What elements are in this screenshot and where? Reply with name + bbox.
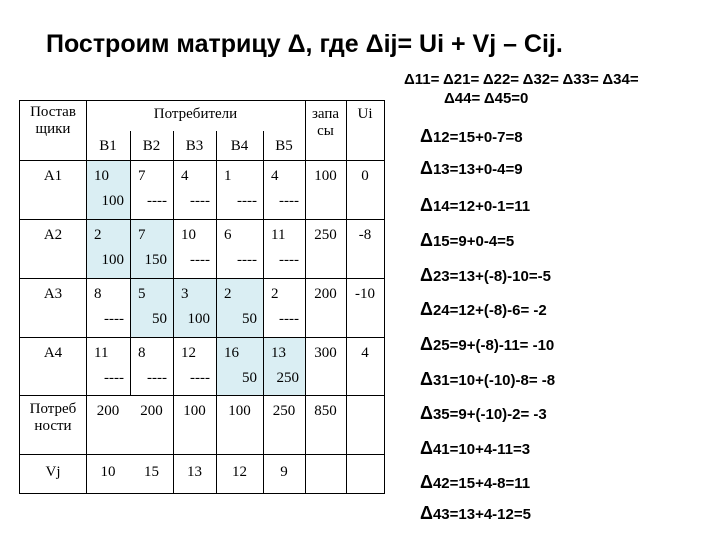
cell-stock: 250 [314, 227, 337, 243]
page-title: Построим матрицу Δ, где Δij= Ui + Vj – Cij. [46, 30, 563, 58]
needs-value: 100 [183, 403, 206, 419]
vj-value: 10 [100, 464, 116, 480]
delta-expression: =10+(-10)-8= -8 [449, 372, 556, 389]
cell-volume: ---- [190, 370, 210, 386]
cell-volume: 50 [242, 311, 257, 327]
delta-formula [420, 299, 547, 321]
vj-value: 13 [187, 464, 202, 480]
needs-value: 250 [272, 403, 296, 419]
delta-formula [420, 403, 547, 425]
delta-formula [420, 334, 554, 356]
delta-formula [420, 265, 551, 287]
cell-ui: 4 [361, 345, 369, 361]
cell-cost: 7 [138, 168, 146, 184]
cell-cost: 2 [271, 286, 279, 302]
cell-cost: 11 [271, 227, 286, 243]
delta-index: 12 [432, 129, 450, 146]
delta-symbol: Δ [420, 126, 433, 146]
delta-formula [420, 230, 514, 252]
cell-volume: 250 [276, 370, 299, 386]
cell-volume: ---- [147, 370, 167, 386]
row-label: A1 [43, 168, 63, 184]
zero-deltas [404, 70, 704, 108]
cell-ui: -10 [355, 286, 375, 302]
cell-ui: -8 [358, 227, 372, 243]
delta-index: 31 [432, 372, 450, 389]
cell-stock: 200 [314, 286, 337, 302]
cell-volume: ---- [104, 311, 124, 327]
cell-volume: ---- [279, 252, 299, 268]
vj-value: 15 [144, 464, 159, 480]
needs-value: 100 [228, 403, 251, 419]
cell-volume: 100 [101, 252, 124, 268]
delta-formula [420, 195, 530, 217]
cell-cost: 12 [181, 345, 196, 361]
cell-cost: 6 [224, 227, 232, 243]
cell-cost: 7 [138, 227, 146, 243]
delta-expression: =12+0-1=11 [449, 198, 531, 215]
delta-index: 43 [432, 506, 450, 523]
cell-stock: 100 [314, 168, 337, 184]
cell-ui: 0 [361, 168, 369, 184]
delta-formula [420, 158, 523, 180]
delta-index: 25 [432, 337, 450, 354]
cell-cost: 8 [138, 345, 146, 361]
delta-expression: =9+(-8)-11= -10 [449, 337, 555, 354]
cell-volume: ---- [190, 193, 210, 209]
delta-formula [420, 503, 531, 525]
delta-expression: =13+0-4=9 [449, 161, 523, 178]
cell-volume: ---- [104, 370, 124, 386]
cell-cost: 4 [181, 168, 189, 184]
cell-volume: ---- [237, 193, 257, 209]
cell-stock: 300 [314, 345, 337, 361]
col-header-2: B2 [142, 138, 161, 154]
cell-volume: ---- [147, 193, 167, 209]
cell-volume: ---- [279, 311, 299, 327]
delta-symbol: Δ [420, 369, 433, 389]
delta-formula [420, 126, 523, 148]
delta-expression: =15+0-7=8 [449, 129, 523, 146]
header-consumers: Потребители [153, 106, 238, 122]
delta-expression: =12+(-8)-6= -2 [449, 302, 547, 319]
delta-expression: =13+4-12=5 [449, 506, 531, 523]
col-header-5: B5 [275, 138, 293, 154]
delta-symbol: Δ [420, 334, 433, 354]
delta-symbol: Δ [420, 403, 433, 423]
delta-expression: =9+(-10)-2= -3 [449, 406, 547, 423]
vj-value: 12 [232, 464, 247, 480]
delta-index: 23 [432, 268, 450, 285]
cell-volume: ---- [190, 252, 210, 268]
col-header-1: B1 [99, 138, 117, 154]
delta-index: 14 [432, 198, 450, 215]
delta-expression: =9+0-4=5 [449, 233, 515, 250]
col-header-3: B3 [185, 138, 204, 154]
transport-table [19, 100, 385, 494]
delta-expression: =15+4-8=11 [449, 475, 531, 492]
delta-index: 24 [432, 302, 450, 319]
needs-value: 200 [96, 403, 120, 419]
cell-cost: 13 [271, 345, 286, 361]
vj-value: 9 [280, 464, 288, 480]
zero-deltas-line-2: Δ44= Δ45=0 [444, 90, 529, 107]
cell-cost: 10 [94, 168, 109, 184]
delta-index: 13 [432, 161, 450, 178]
cell-cost: 8 [94, 286, 102, 302]
row-label: A3 [43, 286, 63, 302]
delta-index: 42 [432, 475, 450, 492]
cell-volume: ---- [279, 193, 299, 209]
header-suppliers: Постав щики [30, 104, 76, 137]
cell-volume: 50 [152, 311, 167, 327]
delta-expression: =13+(-8)-10=-5 [449, 268, 551, 285]
cell-volume: ---- [237, 252, 257, 268]
cell-cost: 4 [271, 168, 279, 184]
cell-volume: 50 [242, 370, 257, 386]
delta-formula [420, 438, 530, 460]
shade-a3-b2-b4 [130, 278, 263, 337]
cell-volume: 100 [101, 193, 124, 209]
delta-symbol: Δ [420, 195, 433, 215]
cell-volume: 150 [144, 252, 167, 268]
row-label: A2 [43, 227, 63, 243]
needs-value: 200 [140, 403, 163, 419]
zero-deltas-line-1: Δ11= Δ21= Δ22= Δ32= Δ33= Δ34= [404, 71, 639, 88]
cell-cost: 11 [94, 345, 109, 361]
row-label: A4 [43, 345, 63, 361]
cell-cost: 2 [94, 227, 102, 243]
delta-symbol: Δ [420, 503, 433, 523]
delta-symbol: Δ [420, 158, 433, 178]
cell-cost: 10 [181, 227, 196, 243]
needs-total: 850 [314, 403, 337, 419]
cell-cost: 16 [224, 345, 239, 361]
delta-symbol: Δ [420, 472, 433, 492]
delta-symbol: Δ [420, 299, 433, 319]
needs-label: Потреб ности [29, 401, 77, 434]
delta-symbol: Δ [420, 230, 433, 250]
cell-cost: 5 [138, 286, 146, 302]
header-ui: Ui [357, 106, 373, 122]
cell-volume: 100 [187, 311, 210, 327]
delta-expression: =10+4-11=3 [449, 441, 531, 458]
cell-cost: 3 [181, 286, 189, 302]
delta-symbol: Δ [420, 438, 433, 458]
delta-formula [420, 369, 555, 391]
header-stock: запа сы [311, 106, 340, 139]
delta-index: 15 [432, 233, 450, 250]
delta-symbol: Δ [420, 265, 433, 285]
delta-index: 41 [432, 441, 450, 458]
cell-cost: 2 [224, 286, 232, 302]
cell-cost: 1 [224, 168, 232, 184]
delta-index: 35 [432, 406, 450, 423]
delta-formula [420, 472, 530, 494]
vj-label: Vj [45, 464, 61, 480]
col-header-4: B4 [230, 138, 249, 154]
